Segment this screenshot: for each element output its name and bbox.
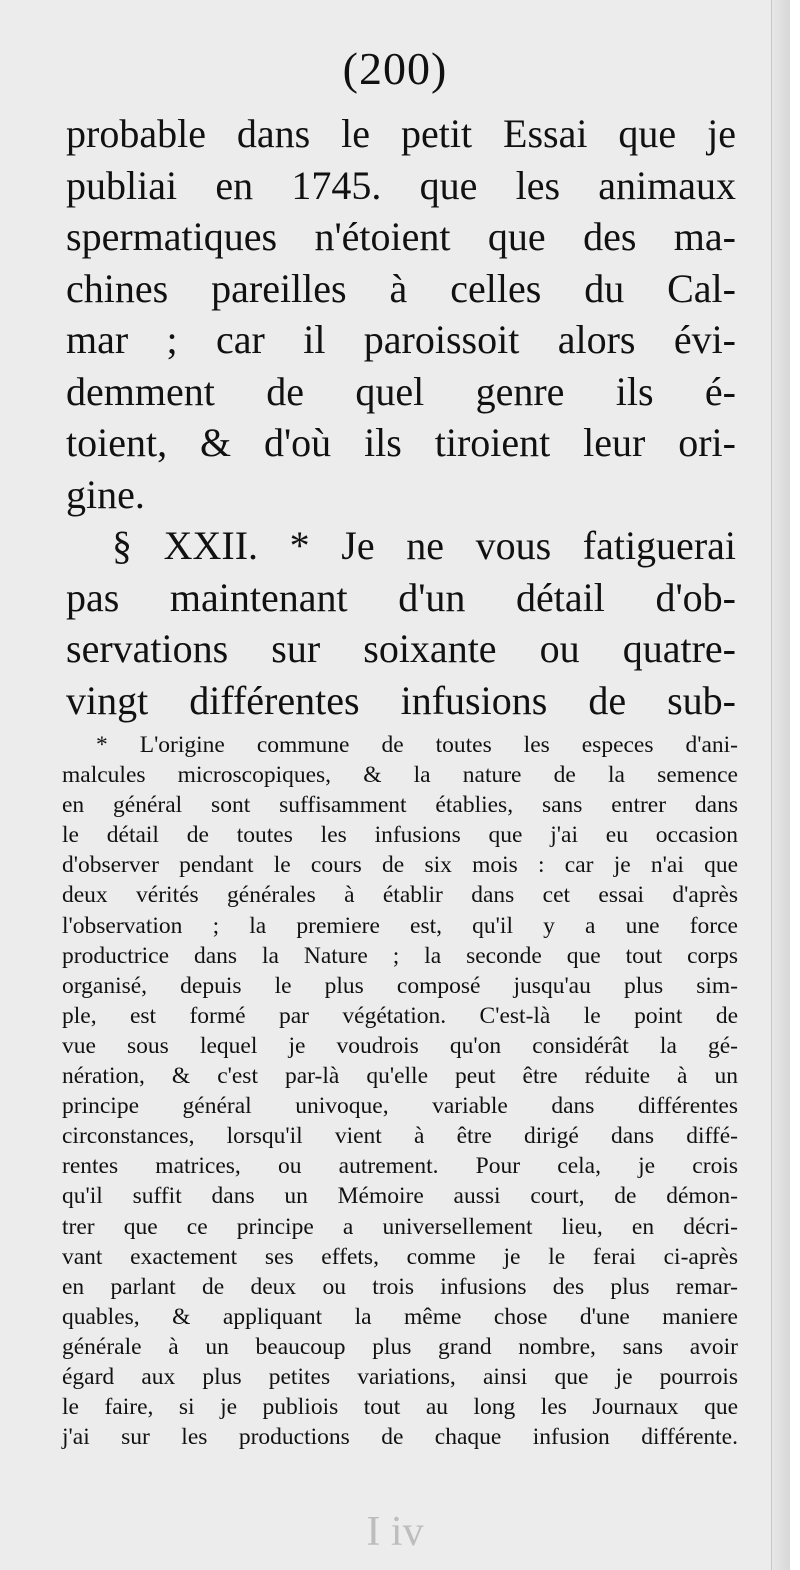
section-heading-line: § XXII. * Je ne vous fatiguerai <box>112 523 736 568</box>
footnote-line: le détail de toutes les infusions que j'ai eu occasion <box>62 822 738 849</box>
footnote-line: en général sont suffisamment établies, sans entrer dans <box>62 792 738 819</box>
footnote-line: d'observer pendant le cours de six mois : car je n'ai que <box>62 852 738 879</box>
footnote-line: l'observation ; la premiere est, qu'il y a une force <box>62 912 738 939</box>
footnote-line: générale à un beaucoup plus grand nombre, sans avoir <box>62 1333 738 1360</box>
footnote-line: principe général univoque, variable dans différentes <box>62 1093 738 1120</box>
footnote-line: qu'il suffit dans un Mémoire aussi court, de démon- <box>62 1183 738 1210</box>
text-line: toient, & d'où ils tiroient leur ori- <box>66 420 736 465</box>
text-line: probable dans le petit Essai que je <box>66 111 736 156</box>
text-line: gine. <box>66 471 145 517</box>
text-line: spermatiques n'étoient que des ma- <box>66 214 736 259</box>
footnote-line: deux vérités générales à établir dans cet essai d'après <box>62 882 738 909</box>
footnote-line: rentes matrices, ou autrement. Pour cela, je crois <box>62 1153 738 1180</box>
text-line: demment de quel genre ils é- <box>66 368 736 414</box>
text-line: publiai en 1745. que les animaux <box>66 162 736 208</box>
main-text <box>66 108 736 726</box>
text-line: servations sur soixante ou quatre- <box>66 626 736 671</box>
footnote-line: organisé, depuis le plus composé jusqu'au plus sim- <box>62 972 738 999</box>
footnote-line: j'ai sur les productions de chaque infusion différente. <box>62 1424 738 1451</box>
signature-mark: I iv <box>366 1509 424 1555</box>
footnote-line: en parlant de deux ou trois infusions des plus remar- <box>62 1273 738 1300</box>
footnote-line: circonstances, lorsqu'il vient à être dirigé dans diffé- <box>62 1123 738 1150</box>
page-edge <box>771 0 790 1570</box>
footnote-line: ple, est formé par végétation. C'est-là le point de <box>62 1002 738 1029</box>
footnote-line: malcules microscopiques, & la nature de la semence <box>62 762 738 789</box>
text-line: chines pareilles à celles du Cal- <box>66 265 736 311</box>
footnote-line: nération, & c'est par-là qu'elle peut être réduite à un <box>62 1063 738 1090</box>
footnote-line: vant exactement ses effets, comme je le ferai ci-après <box>62 1243 738 1270</box>
footnote-line: vue sous lequel je voudrois qu'on considérât la gé- <box>62 1032 738 1059</box>
footnote-line: * L'origine commune de toutes les especes d'ani- <box>96 732 738 758</box>
footnote-line: productrice dans la Nature ; la seconde que tout corps <box>62 942 738 969</box>
footnote-line: le faire, si je publiois tout au long les Journaux que <box>62 1394 738 1421</box>
footnote-line: trer que ce principe a universellement lieu, en décri- <box>62 1213 738 1240</box>
page-number: (200) <box>342 43 448 94</box>
text-line: pas maintenant d'un détail d'ob- <box>66 574 736 620</box>
text-line: vingt différentes infusions de sub- <box>66 677 736 723</box>
footnote-line: égard aux plus petites variations, ainsi que je pourrois <box>62 1363 738 1390</box>
footnote <box>62 730 738 1452</box>
footnote-line: quables, & appliquant la même chose d'une maniere <box>62 1303 738 1330</box>
text-line: mar ; car il paroissoit alors évi- <box>66 317 736 362</box>
